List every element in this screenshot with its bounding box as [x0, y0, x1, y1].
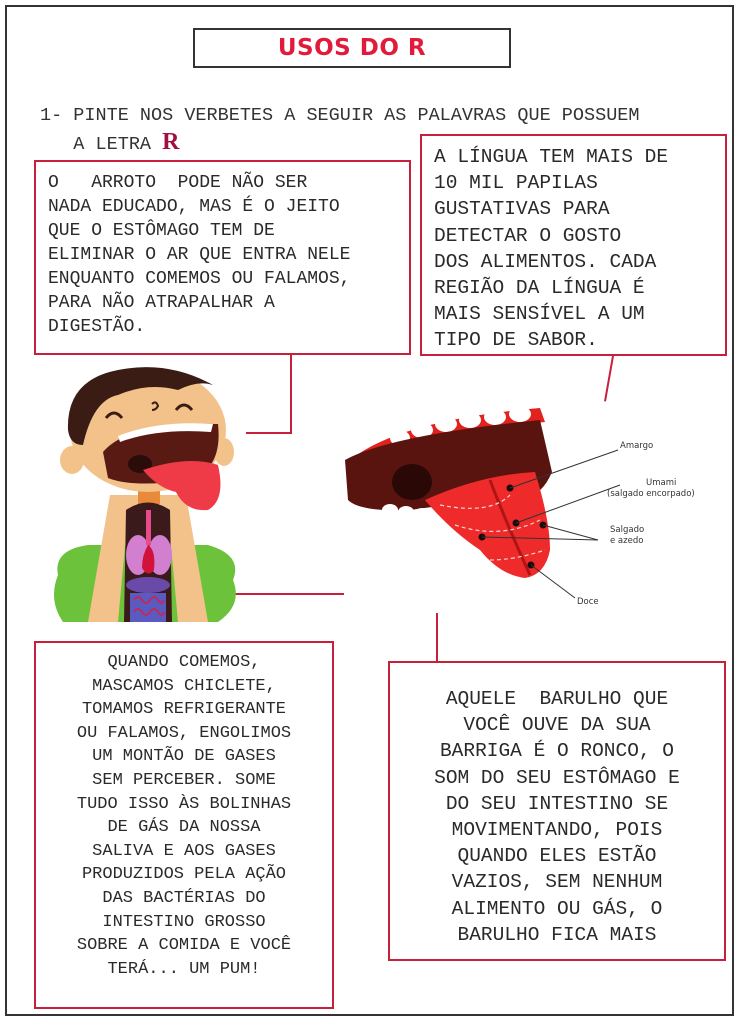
text-line: BARULHO FICA MAIS: [457, 923, 657, 946]
text-line: VAZIOS, SEM NENHUM: [451, 871, 663, 894]
text-line: ELIMINAR O AR QUE ENTRA NELE: [48, 245, 351, 265]
label-doce: Doce: [577, 597, 599, 607]
fact-box-ronco: [388, 661, 726, 961]
text-line: INTESTINO GROSSO: [102, 912, 266, 932]
text-line: AQUELE BARULHO QUE: [445, 688, 669, 710]
instruction-line-2: A LETRA: [40, 134, 163, 155]
label-azedo: e azedo: [610, 536, 644, 546]
text-line: GUSTATIVAS PARA: [434, 198, 610, 221]
text-line: SOM DO SEU ESTÔMAGO E: [434, 766, 680, 789]
text-line: REGIÃO DA LÍNGUA É: [434, 277, 645, 300]
connector-ronco: [436, 613, 438, 661]
text-line: TIPO DE SABOR.: [434, 329, 598, 352]
text-line: A LÍNGUA TEM MAIS DE: [434, 146, 669, 168]
text-line: MAIS SENSÍVEL A UM: [434, 303, 645, 326]
text-line: O ARROTO PODE NÃO SER: [48, 173, 308, 193]
text-line: DETECTAR O GOSTO: [434, 224, 622, 247]
label-amargo: Amargo: [620, 441, 654, 451]
text-line: DE GÁS DA NOSSA: [107, 818, 261, 838]
text-line: PARA NÃO ATRAPALHAR A: [48, 293, 275, 313]
boy-digestive-illustration: [48, 360, 248, 625]
text-line: TOMAMOS REFRIGERANTE: [81, 700, 287, 720]
text-line: SALIVA E AOS GASES: [92, 841, 276, 861]
text-line: ALIMENTO OU GÁS, O: [451, 897, 663, 920]
label-umami: Umami: [646, 478, 677, 488]
connector-arroto-vertical: [290, 354, 292, 434]
text-line: SOBRE A COMIDA E VOCÊ: [76, 936, 292, 956]
fact-box-pum: [34, 641, 334, 1009]
connector-arroto-horizontal: [246, 432, 292, 434]
page-title: USOS DO R: [277, 35, 427, 61]
text-line: BARRIGA É O RONCO, O: [439, 740, 675, 763]
text-line: TERÁ... UM PUM!: [107, 959, 261, 979]
text-line: MOVIMENTANDO, POIS: [451, 819, 663, 842]
text-line: OU FALAMOS, ENGOLIMOS: [76, 723, 292, 743]
text-line: DO SEU INTESTINO SE: [445, 792, 669, 815]
text-line: QUE O ESTÔMAGO TEM DE: [48, 221, 275, 241]
letter-r: R: [162, 129, 180, 155]
label-salgado: Salgado: [610, 525, 645, 535]
text-line: 10 MIL PAPILAS: [434, 172, 598, 195]
text-line: NADA EDUCADO, MAS É O JEITO: [48, 197, 340, 217]
instruction-line-1: 1- PINTE NOS VERBETES A SEGUIR AS PALAVRAS QUE POSSUEM: [40, 105, 640, 126]
text-line: TUDO ISSO ÀS BOLINHAS: [76, 794, 292, 814]
text-line: DOS ALIMENTOS. CADA: [434, 250, 657, 273]
text-line: MASCAMOS CHICLETE,: [92, 676, 276, 696]
text-line: ENQUANTO COMEMOS OU FALAMOS,: [48, 269, 351, 289]
fact-box-arroto: [34, 160, 411, 355]
text-line: PRODUZIDOS PELA AÇÃO: [81, 865, 287, 885]
text-line: QUANDO COMEMOS,: [107, 653, 261, 672]
text-line: DAS BACTÉRIAS DO: [102, 888, 266, 908]
fact-box-lingua: [420, 134, 727, 356]
text-line: UM MONTÃO DE GASES: [92, 747, 276, 767]
label-umami-note: (salgado encorpado): [607, 489, 695, 499]
text-line: QUANDO ELES ESTÃO: [457, 845, 657, 868]
text-line: VOCÊ OUVE DA SUA: [463, 714, 651, 737]
text-line: DIGESTÃO.: [48, 317, 146, 337]
title-box: [193, 28, 511, 68]
text-line: SEM PERCEBER. SOME: [92, 770, 276, 790]
tongue-diagram-pointers: [340, 400, 640, 610]
